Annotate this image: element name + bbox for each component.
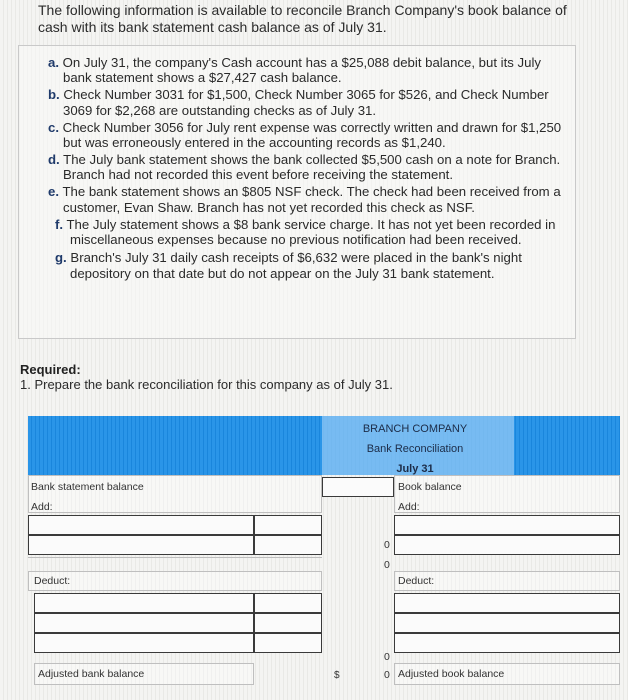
company-name: BRANCH COMPANY [362,423,468,435]
list-item: c. Check Number 3056 for July rent expense was correctly written and drawn for $1,250 but was erroneously entered in the accounting records as $1,240. [48,119,562,151]
bank-add-amount-input-2[interactable] [254,535,322,555]
list-item: a. On July 31, the company's Cash account has a $25,088 debit balance, but its July bank statement shows a $27,427 cash balance. [48,55,541,86]
book-deduct-label: Deduct: [398,575,435,587]
bank-deduct-desc-input-3[interactable] [34,633,254,653]
book-deduct-desc-input-2[interactable] [394,613,620,633]
info-list [48,55,568,283]
book-deduct-desc-input-3[interactable] [394,633,620,653]
reconciliation-form [28,475,620,687]
bank-deduct-amount-input-1[interactable] [254,593,322,613]
book-add-desc-input-2[interactable] [394,535,620,555]
report-date: July 31 [396,463,434,475]
book-add-desc-input-1[interactable] [394,515,620,535]
book-add-label: Add: [398,501,420,513]
bank-balance-label: Bank statement balance [31,481,144,493]
list-item: f. The July statement shows a $8 bank service charge. It has not yet been recorded in miscellaneous expenses because no previous notification had been received. [55,216,556,247]
bank-deduct-amount-input-2[interactable] [254,613,322,633]
report-title: Bank Reconciliation [366,443,464,455]
book-balance-label: Book balance [398,481,462,493]
bank-add-label: Add: [31,501,53,513]
list-item: b. Check Number 3031 for $1,500, Check Number 3065 for $526, and Check Number 3069 for $2,268 are outstanding checks as of July 31. [48,87,549,118]
required-task: 1. Prepare the bank reconciliation for this company as of July 31. [20,377,393,392]
required-heading: Required: [20,362,81,377]
adjusted-value: 0 [384,669,390,681]
bank-add-amount-input-1[interactable] [254,515,322,535]
dollar-sign: $ [334,670,340,681]
bank-deduct-label: Deduct: [34,575,71,587]
bank-balance-input[interactable] [322,477,394,497]
bank-add-desc-input-2[interactable] [28,535,254,555]
bank-add-subtotal: 0 [384,539,390,551]
book-add-subtotal: 0 [384,559,390,571]
intro-paragraph: The following information is available to reconcile Branch Company's book balance of cash with its bank statement cash balance as of July 31. [38,2,567,35]
deduct-subtotal: 0 [384,651,390,663]
bank-deduct-desc-input-1[interactable] [34,593,254,613]
list-item: g. Branch's July 31 daily cash receipts of $6,632 were placed in the bank's night depository on that date but do not appear on the July 31 bank statement. [55,250,522,281]
bank-add-desc-input-1[interactable] [28,515,254,535]
list-item: d. The July bank statement shows the bank collected $5,500 cash on a note for Branch. Branch had not recorded this event before receiving the statement. [48,151,561,183]
adjusted-book-label: Adjusted book balance [398,668,505,680]
bank-deduct-desc-input-2[interactable] [34,613,254,633]
list-item: e. The bank statement shows an $805 NSF check. The check had been received from a customer, Evan Shaw. Branch has not yet recorded this check as NSF. [48,184,561,215]
book-deduct-desc-input-1[interactable] [394,593,620,613]
reconciliation-header [28,416,620,475]
required-section [20,362,393,392]
adjusted-bank-label: Adjusted bank balance [38,668,145,680]
bank-deduct-amount-input-3[interactable] [254,633,322,653]
